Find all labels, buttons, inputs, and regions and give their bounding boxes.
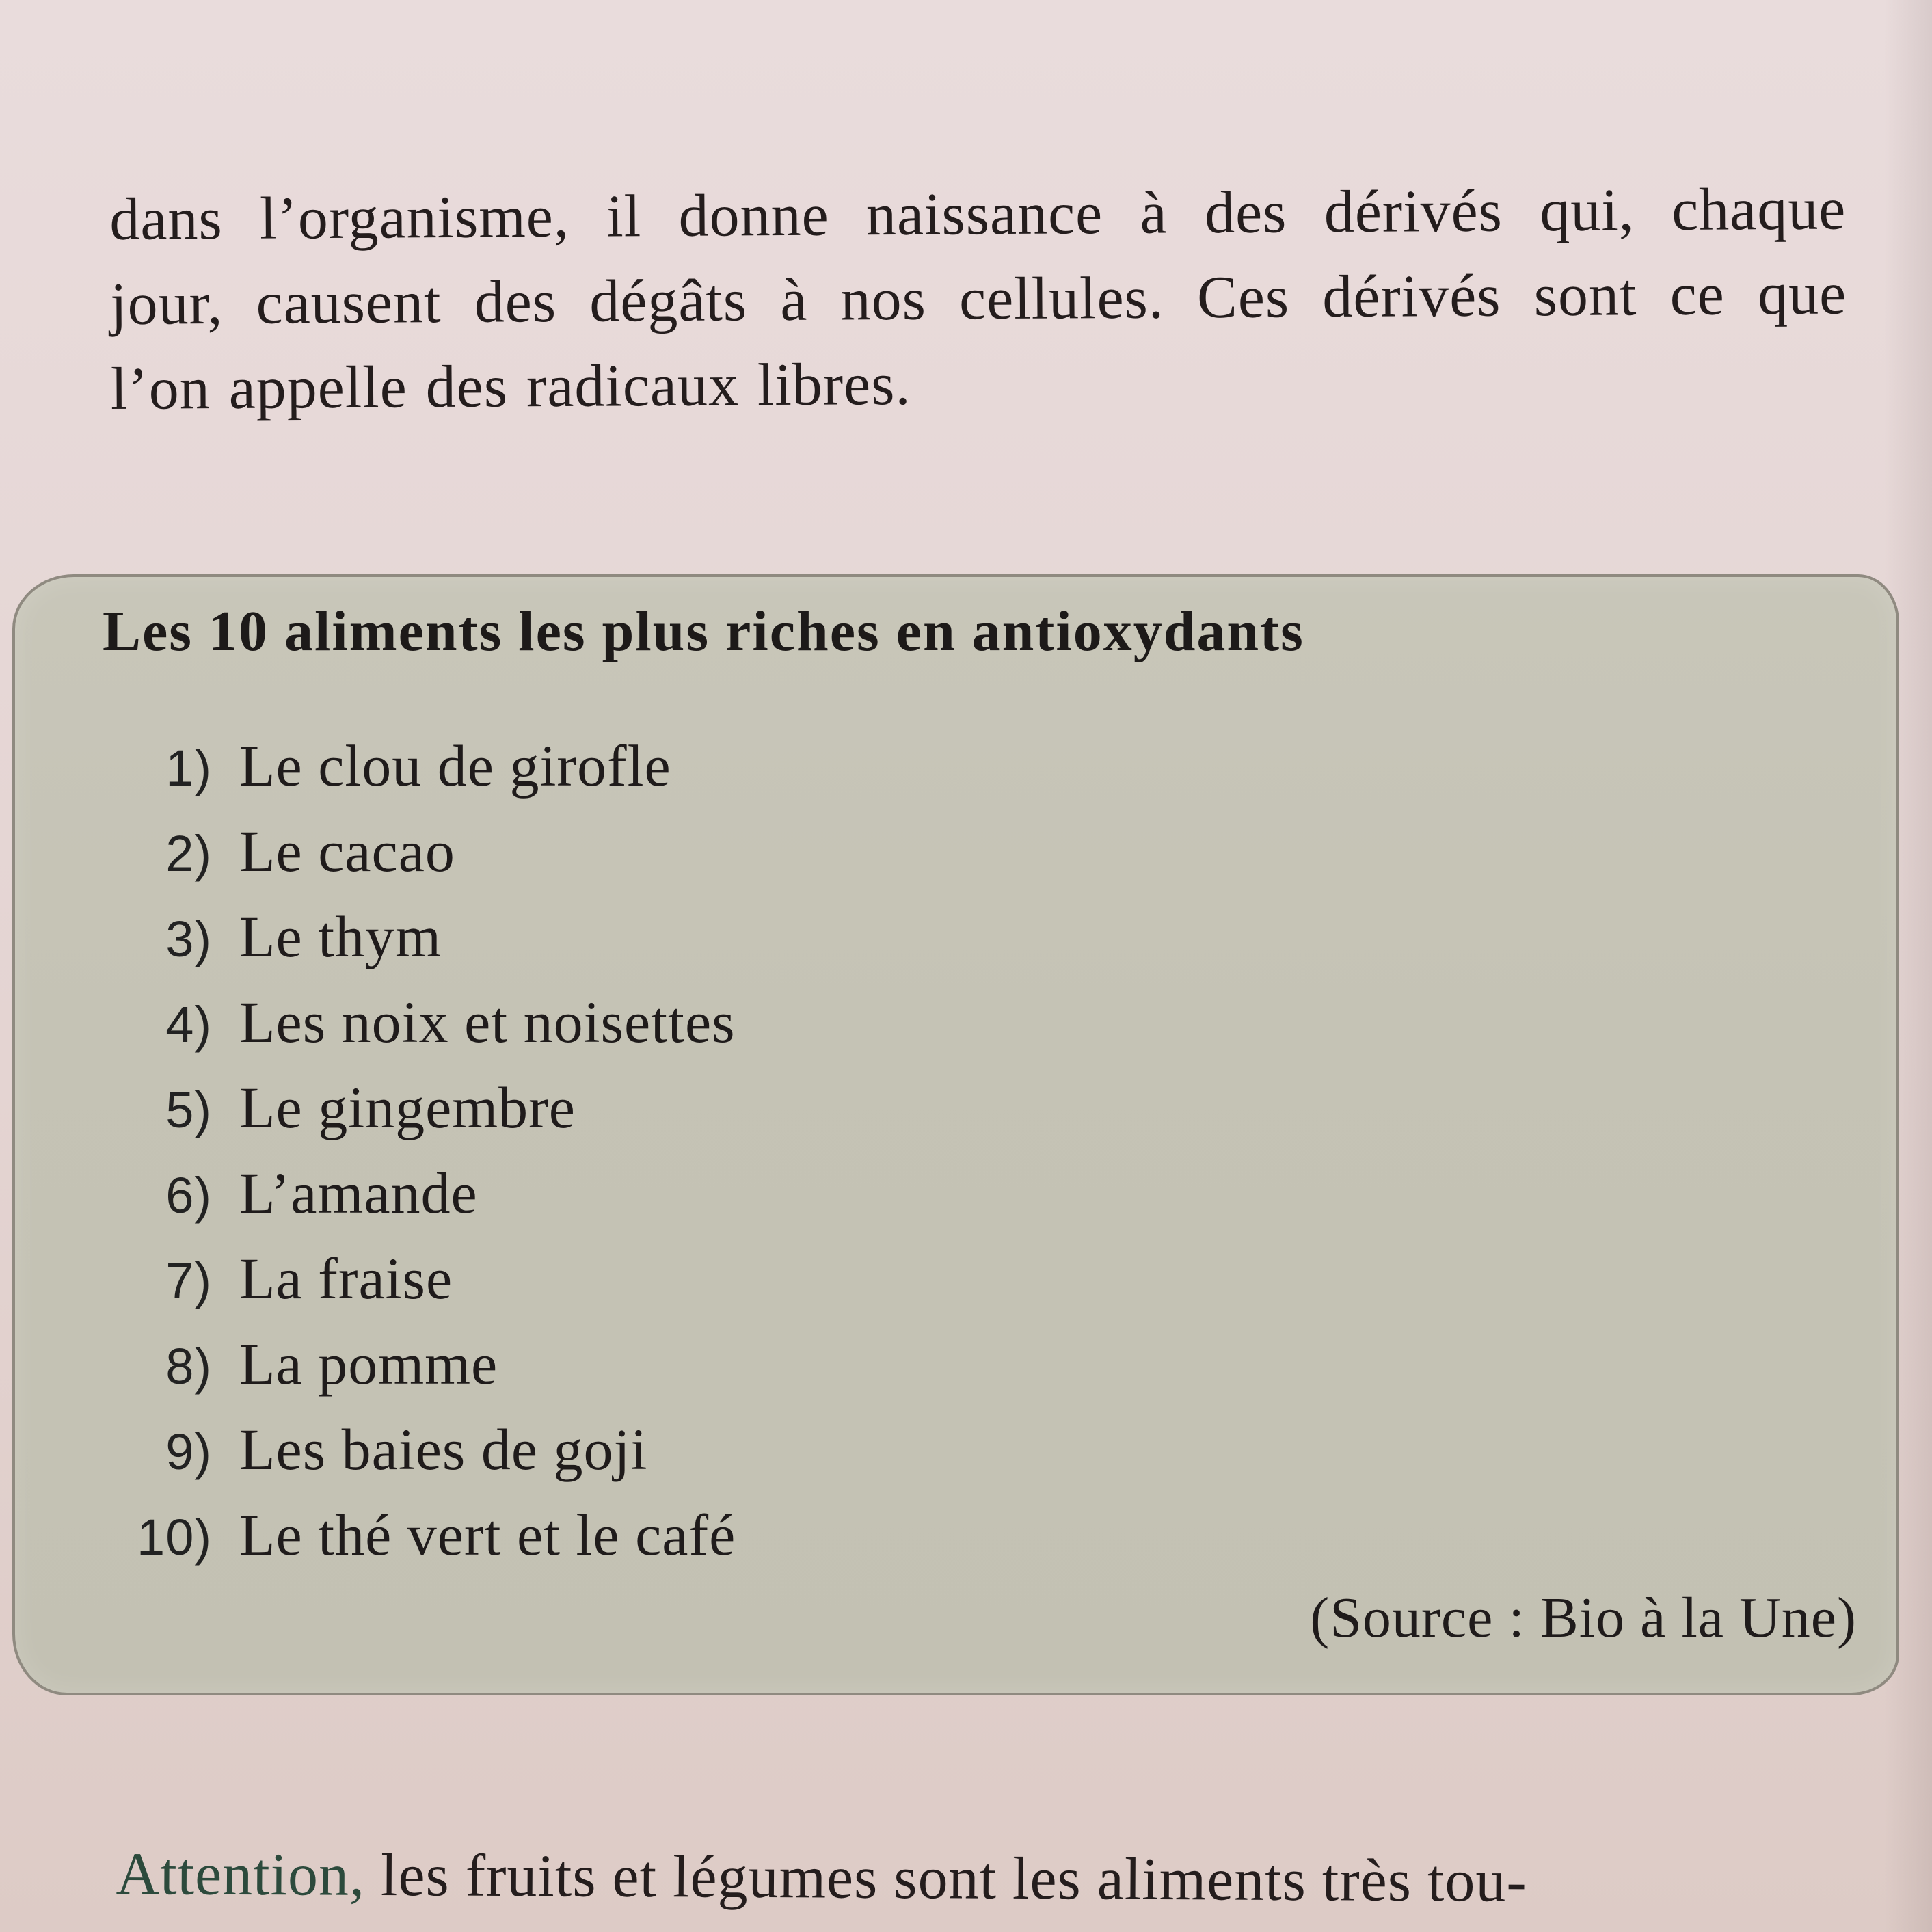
list-item-text: Le thé vert et le café bbox=[239, 1502, 736, 1568]
list-item-number: 5) bbox=[165, 1082, 212, 1138]
list-item-text: Le thym bbox=[239, 904, 442, 969]
list-item-text: Les baies de goji bbox=[239, 1417, 648, 1482]
closing-paragraph bbox=[116, 1832, 1853, 1926]
box-title: Les 10 aliments les plus riches en antioxydants bbox=[103, 600, 1304, 663]
list-item bbox=[103, 1330, 736, 1415]
list-item-text: La fraise bbox=[239, 1246, 453, 1311]
list-item-number: 8) bbox=[165, 1338, 212, 1395]
intro-line-1: dans l’organisme, il donne naissance à des dérivés qui, chaque bbox=[109, 176, 1847, 253]
intro-paragraph bbox=[109, 167, 1847, 432]
list-item bbox=[103, 988, 736, 1073]
list-item bbox=[103, 1244, 736, 1330]
closing-lead-word: Attention, bbox=[116, 1840, 366, 1909]
intro-line-2: jour, causent des dégâts à nos cellules. Ces dérivés sont ce que bbox=[109, 260, 1847, 338]
list-item-text: L’amande bbox=[239, 1160, 478, 1226]
list-item bbox=[103, 817, 736, 902]
list-item-number: 3) bbox=[165, 911, 212, 967]
closing-text: les fruits et légumes sont les aliments très tou- bbox=[364, 1842, 1528, 1915]
list-item-text: Le clou de girofle bbox=[239, 733, 671, 799]
list-item bbox=[103, 732, 736, 817]
food-list bbox=[103, 732, 736, 1586]
source-citation: (Source : Bio à la Une) bbox=[1310, 1586, 1857, 1650]
list-item-number: 6) bbox=[165, 1167, 212, 1224]
list-item-number: 1) bbox=[165, 740, 212, 796]
list-item bbox=[103, 1501, 736, 1586]
list-item-number: 9) bbox=[165, 1423, 212, 1480]
list-item-number: 10) bbox=[137, 1509, 212, 1566]
list-item-text: Le gingembre bbox=[239, 1075, 576, 1140]
list-item-number: 7) bbox=[165, 1252, 212, 1309]
list-item-number: 2) bbox=[165, 825, 212, 882]
list-item bbox=[103, 1073, 736, 1159]
list-item bbox=[103, 1415, 736, 1501]
list-item bbox=[103, 902, 736, 988]
list-item-text: La pomme bbox=[239, 1331, 498, 1397]
list-item-text: Les noix et noisettes bbox=[239, 989, 736, 1055]
list-item-text: Le cacao bbox=[239, 818, 455, 884]
list-item bbox=[103, 1159, 736, 1244]
intro-line-3: l’on appelle des radicaux libres. bbox=[110, 351, 911, 422]
list-item-number: 4) bbox=[165, 996, 212, 1053]
